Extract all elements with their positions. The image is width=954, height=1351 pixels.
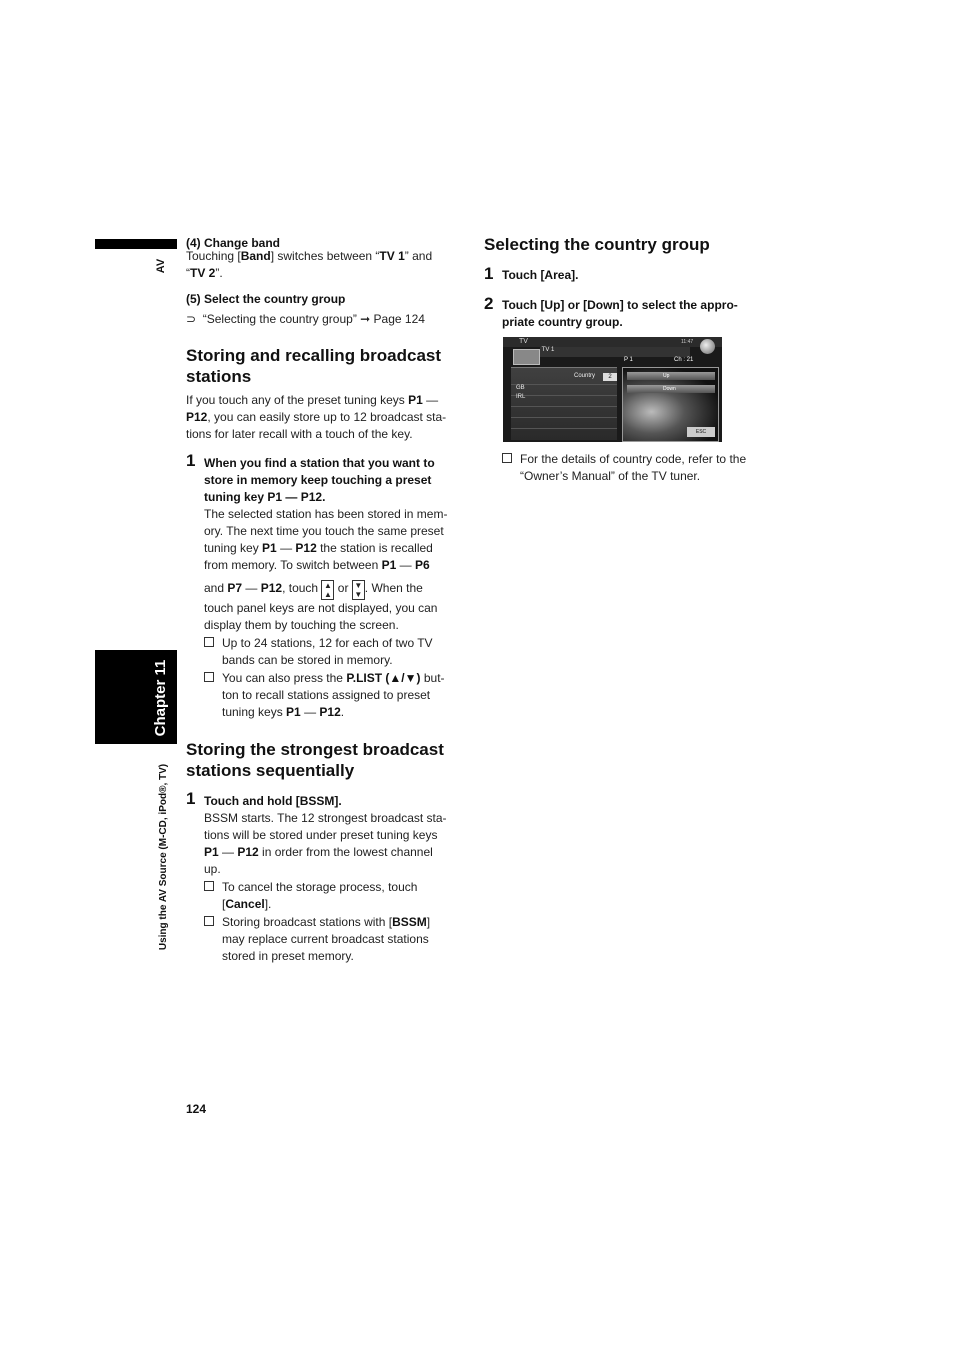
country-ref: ⊃ “Selecting the country group” ➞ Page 124 xyxy=(186,312,425,326)
screen-up-button: Up xyxy=(627,372,715,380)
touch-area-instruction: Touch [Area]. xyxy=(502,268,579,282)
screen-country-value: 2 xyxy=(603,373,617,381)
step-number: 1 xyxy=(484,264,494,283)
step1-body-cont: and P7 — P12, touch ▲ ▲ or ▼ ▼ . When the touch panel keys are not displayed, you can display them by touching the screen. xyxy=(204,581,438,632)
screen-preset-row: P 1 Ch : 21 xyxy=(624,357,694,363)
screen-list-item: GB xyxy=(516,385,525,391)
step1-instruction: When you find a station that you want to store in memory keep touching a preset tuning key P1 — P12. xyxy=(204,456,435,504)
side-caption: Using the AV Source (M-CD, iPod®, TV) xyxy=(158,763,169,951)
ref-arrow-icon: ⊃ xyxy=(186,312,197,326)
bssm-body: BSSM starts. The 12 strongest broadcast sta- tions will be stored under preset tuning keys P1 — P12 in order from the lowest channel up. xyxy=(204,811,447,876)
step-number: 2 xyxy=(484,294,494,313)
screen-clock: 11:47 xyxy=(681,339,694,345)
screen-country-list xyxy=(511,367,617,440)
chapter-label: Chapter 11 xyxy=(152,659,169,737)
av-label: AV xyxy=(155,258,167,274)
change-band-text: Touching [Band] switches between “TV 1” and “TV 2”. xyxy=(186,249,433,280)
note-box-icon xyxy=(502,453,512,463)
up-arrow-key-icon: ▲ ▲ xyxy=(321,580,334,600)
screen-button-panel xyxy=(622,367,719,442)
av-tab-bar xyxy=(95,239,177,249)
step1-body: The selected station has been stored in mem- ory. The next time you touch the same preset tuning key P1 — P12 the station is recalled from memory. To switch between P1 — P6 xyxy=(204,507,448,572)
country-heading: (5) Select the country group xyxy=(186,292,346,306)
up-down-instruction: Touch [Up] or [Down] to select the appro- priate country group. xyxy=(502,298,738,329)
screen-band-row: TV 1 xyxy=(540,347,690,357)
screen-logo-icon xyxy=(700,339,715,354)
step-number: 1 xyxy=(186,789,196,808)
screen-esc-button: ESC xyxy=(687,427,715,437)
page-number: 124 xyxy=(186,1102,207,1116)
step-number: 1 xyxy=(186,451,196,470)
note-box-icon xyxy=(204,916,214,926)
country-group-heading: Selecting the country group xyxy=(484,235,710,254)
change-band-heading: (4) Change band xyxy=(186,236,281,250)
note-item: Up to 24 stations, 12 for each of two TV bands can be stored in memory. xyxy=(204,635,474,669)
note-item: You can also press the P.LIST (▲/▼) but- ton to recall stations assigned to preset tuning keys P1 — P12. xyxy=(204,670,474,721)
note-box-icon xyxy=(204,637,214,647)
tv-area-screenshot xyxy=(503,337,722,442)
down-arrow-key-icon: ▼ ▼ xyxy=(352,580,365,600)
bssm-instruction: Touch and hold [BSSM]. xyxy=(204,794,342,808)
storing-intro: If you touch any of the preset tuning keys P1 — P12, you can easily store up to 12 broadcast sta- tions for later recall with a touch of the key. xyxy=(186,393,447,441)
strongest-heading: Storing the strongest broadcast stations sequentially xyxy=(186,740,444,780)
note-item: To cancel the storage process, touch [Cancel]. xyxy=(204,879,474,913)
screen-country-label: Country xyxy=(574,373,596,379)
note-box-icon xyxy=(204,672,214,682)
storing-heading: Storing and recalling broadcast stations xyxy=(186,346,442,386)
screen-list-item: IRL xyxy=(516,394,526,400)
screen-down-button: Down xyxy=(627,385,715,393)
screen-source-label: TV xyxy=(519,338,528,345)
note-item: For the details of country code, refer to the “Owner’s Manual” of the TV tuner. xyxy=(502,451,772,485)
note-box-icon xyxy=(204,881,214,891)
note-item: Storing broadcast stations with [BSSM] may replace current broadcast stations stored in preset memory. xyxy=(204,914,474,965)
